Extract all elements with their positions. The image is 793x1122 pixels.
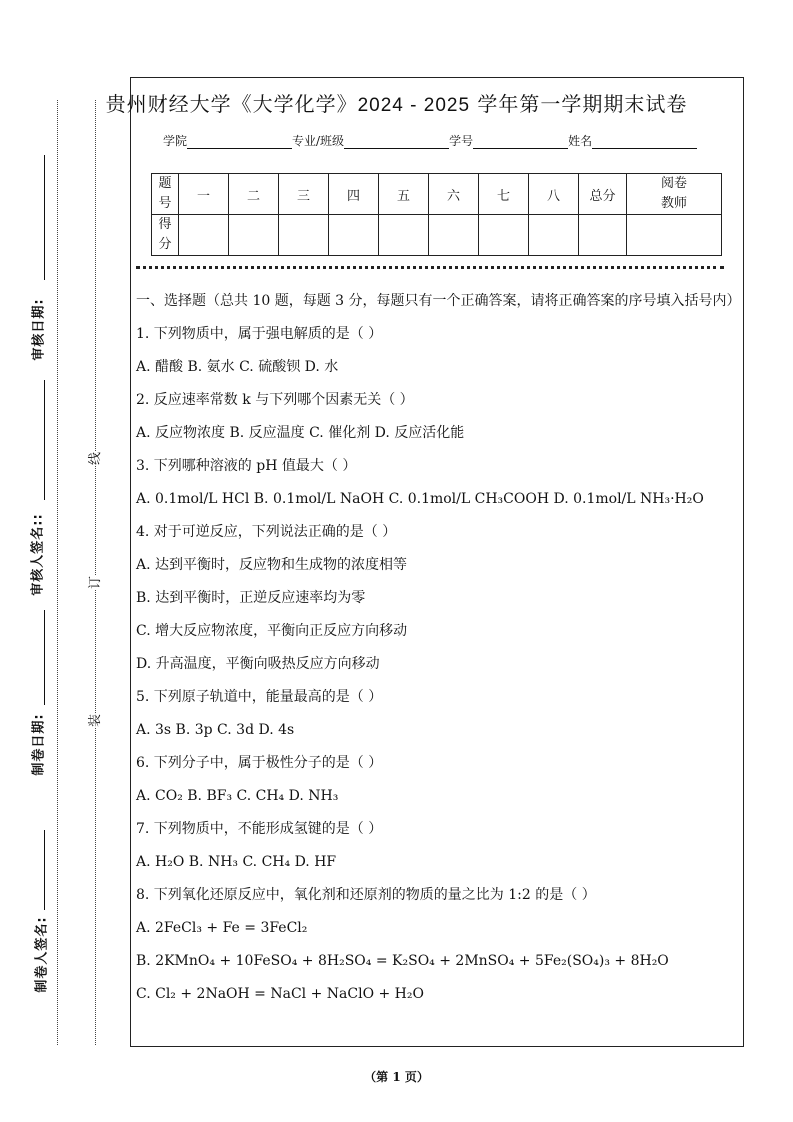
section-heading: 一、选择题（总共 10 题，每题 3 分，每题只有一个正确答案，请将正确答案的序号填入括号内） (136, 293, 741, 309)
question-line: 8. 下列氧化还原反应中，氧化剂和还原剂的物质的量之比为 1:2 的是（ ） (136, 887, 596, 903)
option-line: A. 反应物浓度 B. 反应温度 C. 催化剂 D. 反应活化能 (136, 425, 465, 441)
score-cell[interactable] (479, 215, 529, 256)
name-label: 姓名 (568, 134, 593, 148)
question-line: 3. 下列哪种溶液的 pH 值最大（ ） (136, 458, 357, 474)
student-id-label: 学号 (449, 134, 474, 148)
dotted-separator (136, 266, 724, 269)
score-cell[interactable] (329, 215, 379, 256)
binding-mark-xian: 线 (83, 452, 104, 465)
option-line: A. 醋酸 B. 氨水 C. 硫酸钡 D. 水 (136, 359, 339, 375)
col-2: 二 (229, 174, 279, 215)
score-cell[interactable] (229, 215, 279, 256)
question-line: 5. 下列原子轨道中，能量最高的是（ ） (136, 689, 383, 705)
option-line: A. 2FeCl₃ + Fe = 3FeCl₂ (136, 920, 308, 936)
option-line: A. 达到平衡时，反应物和生成物的浓度相等 (136, 557, 408, 573)
title-year: 2024 - 2025 (357, 95, 471, 116)
teacher-cell[interactable] (627, 215, 722, 256)
question-line: 4. 对于可逆反应，下列说法正确的是（ ） (136, 524, 397, 540)
score-table (151, 173, 722, 256)
col-1: 一 (179, 174, 229, 215)
option-line: C. 增大反应物浓度，平衡向正反应方向移动 (136, 623, 408, 639)
question-lines (136, 324, 736, 1017)
make-date-label: 制卷日期: (31, 713, 47, 776)
name-field[interactable] (592, 134, 697, 149)
review-date-label: 审核日期: (31, 298, 47, 361)
option-line: B. 2KMnO₄ + 10FeSO₄ + 8H₂SO₄ = K₂SO₄ + 2MnSO₄ + 5Fe₂(SO₄)₃ + 8H₂O (136, 953, 669, 969)
binding-dotted-line-inner (95, 100, 96, 1045)
major-field[interactable] (344, 134, 449, 149)
option-line: A. CO₂ B. BF₃ C. CH₄ D. NH₃ (136, 788, 339, 804)
col-8: 八 (529, 174, 579, 215)
college-label: 学院 (163, 134, 188, 148)
option-line: D. 升高温度，平衡向吸热反应方向移动 (136, 656, 380, 672)
maker-sign-line (44, 830, 45, 910)
make-date-line (44, 610, 45, 705)
col-6: 六 (429, 174, 479, 215)
score-table-score-row (152, 215, 722, 256)
reviewer-sign-line (44, 380, 45, 500)
title-prefix: 贵州财经大学《大学化学》 (105, 92, 358, 116)
option-line: A. H₂O B. NH₃ C. CH₄ D. HF (136, 854, 337, 870)
score-cell[interactable] (179, 215, 229, 256)
question-section (136, 290, 741, 1017)
option-line: C. Cl₂ + 2NaOH = NaCl + NaClO + H₂O (136, 986, 424, 1002)
col-7: 七 (479, 174, 529, 215)
col-total: 总分 (579, 174, 627, 215)
option-line: A. 3s B. 3p C. 3d D. 4s (136, 722, 295, 738)
col-3: 三 (279, 174, 329, 215)
score-total-cell[interactable] (579, 215, 627, 256)
option-line: B. 达到平衡时，正逆反应速率均为零 (136, 590, 366, 606)
reviewer-sign-label: 审核人签名:: (30, 513, 46, 596)
col-4: 四 (329, 174, 379, 215)
score-cell[interactable] (529, 215, 579, 256)
page-number: （第 1 页） (364, 1070, 429, 1084)
score-table-header-row (152, 174, 722, 215)
question-line: 6. 下列分子中，属于极性分子的是（ ） (136, 755, 383, 771)
question-line: 2. 反应速率常数 k 与下列哪个因素无关（ ） (136, 392, 414, 408)
student-info-row (163, 132, 697, 149)
option-line: A. 0.1mol/L HCl B. 0.1mol/L NaOH C. 0.1mol/L CH₃COOH D. 0.1mol/L NH₃·H₂O (136, 491, 704, 507)
score-cell[interactable] (279, 215, 329, 256)
score-cell[interactable] (429, 215, 479, 256)
col-teacher: 阅卷 教师 (627, 174, 722, 215)
question-number-header: 题 号 (152, 174, 179, 215)
title-suffix: 学年第一学期期末试卷 (470, 92, 688, 116)
col-5: 五 (379, 174, 429, 215)
review-date-line (44, 155, 45, 280)
score-header: 得 分 (152, 215, 179, 256)
binding-mark-zhuang: 装 (83, 714, 104, 727)
maker-sign-label: 制卷人签名: (34, 916, 50, 993)
student-id-field[interactable] (473, 134, 568, 149)
exam-title (0, 88, 793, 117)
binding-mark-ding: 订 (83, 576, 104, 589)
score-cell[interactable] (379, 215, 429, 256)
major-label: 专业/班级 (292, 134, 345, 148)
college-field[interactable] (187, 134, 292, 149)
question-line: 7. 下列物质中，不能形成氢键的是（ ） (136, 821, 383, 837)
binding-dotted-line-outer (57, 100, 58, 1045)
question-line: 1. 下列物质中，属于强电解质的是（ ） (136, 326, 383, 342)
